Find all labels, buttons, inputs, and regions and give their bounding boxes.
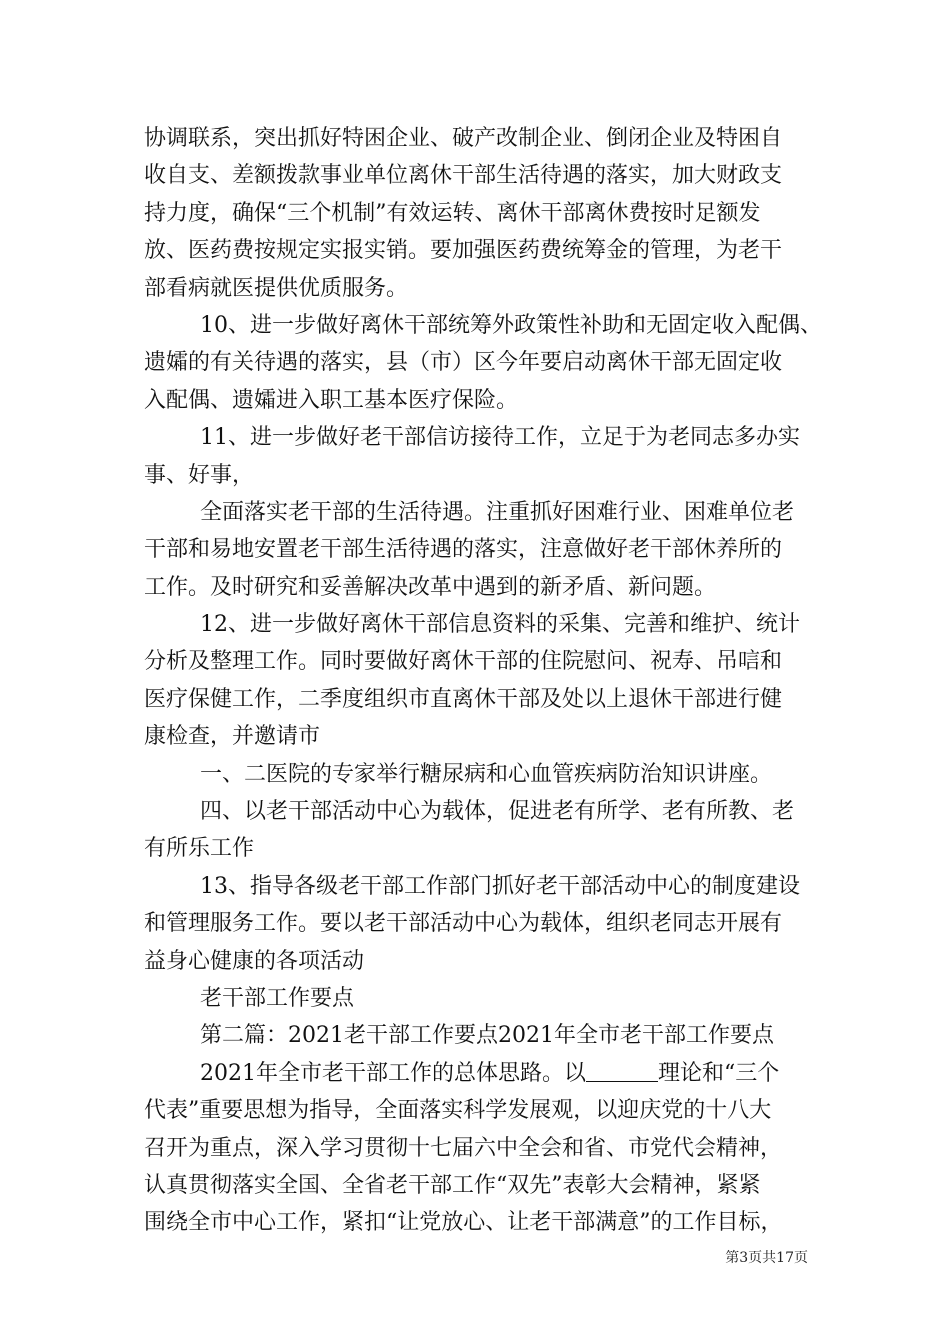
text-line-with-blank [144,1055,814,1092]
text-line: 12、进一步做好离休干部信息资料的采集、完善和维护、统计 [200,612,800,638]
text-line: 遗孀的有关待遇的落实，县（市）区今年要启动离休干部无固定收 [144,350,783,376]
blank-line-before: 2021年全市老干部工作的总体思路。以 [200,1060,586,1086]
text-line: 围绕全市中心工作，紧扣“让党放心、让老干部满意”的工作目标， [144,1210,783,1236]
text-line: 分析及整理工作。同时要做好离休干部的住院慰问、祝寿、吊唁和 [144,649,783,675]
text-line: 10、进一步做好离休干部统筹外政策性补助和无固定收入配偶、 [200,312,822,338]
text-line: 召开为重点，深入学习贯彻十七届六中全会和省、市党代会精神， [144,1135,783,1161]
text-line: 入配偶、遗孀进入职工基本医疗保险。 [144,387,519,413]
blank-line-after: 理论和“三个 [658,1060,780,1086]
text-line: 医疗保健工作，二季度组织市直离休干部及处以上退休干部进行健 [144,686,783,712]
text-line: 事、好事， [144,462,255,488]
text-line: 全面落实老干部的生活待遇。注重抓好困难行业、困难单位老 [200,499,795,525]
text-line: 老干部工作要点 [200,985,355,1011]
text-line: 认真贯彻落实全国、全省老干部工作“双先”表彰大会精神，紧紧 [144,1172,761,1198]
text-line: 干部和易地安置老干部生活待遇的落实，注意做好老干部休养所的 [144,537,783,563]
text-line: 一、二医院的专家举行糖尿病和心血管疾病防治知识讲座。 [200,761,773,787]
page-number: 第3页共17页 [725,1250,808,1266]
text-line: 康检查，并邀请市 [144,724,321,750]
text-line: 协调联系，突出抓好特困企业、破产改制企业、倒闭企业及特困自 [144,126,783,151]
text-line: 益身心健康的各项活动 [144,948,365,974]
text-line: 有所乐工作 [144,836,255,862]
text-line: 第二篇：2021老干部工作要点2021年全市老干部工作要点 [200,1023,774,1049]
fill-in-blank [586,1059,658,1082]
text-line: 13、指导各级老干部工作部门抓好老干部活动中心的制度建设 [200,873,800,899]
text-line: 收自支、差额拨款事业单位离休干部生活待遇的落实，加大财政支 [144,163,783,189]
text-line: 放、医药费按规定实报实销。要加强医药费统筹金的管理，为老干 [144,238,783,264]
document-body [144,120,822,1242]
text-line: 工作。及时研究和妥善解决改革中遇到的新矛盾、新问题。 [144,574,717,600]
text-line: 代表”重要思想为指导，全面落实科学发展观，以迎庆党的十八大 [144,1098,772,1124]
text-line: 和管理服务工作。要以老干部活动中心为载体，组织老同志开展有 [144,911,783,937]
text-line: 11、进一步做好老干部信访接待工作，立足于为老同志多办实 [200,425,800,451]
text-line: 四、以老干部活动中心为载体，促进老有所学、老有所教、老 [200,799,795,825]
text-line: 持力度，确保“三个机制”有效运转、离休干部离休费按时足额发 [144,200,761,226]
text-line: 部看病就医提供优质服务。 [144,275,409,301]
